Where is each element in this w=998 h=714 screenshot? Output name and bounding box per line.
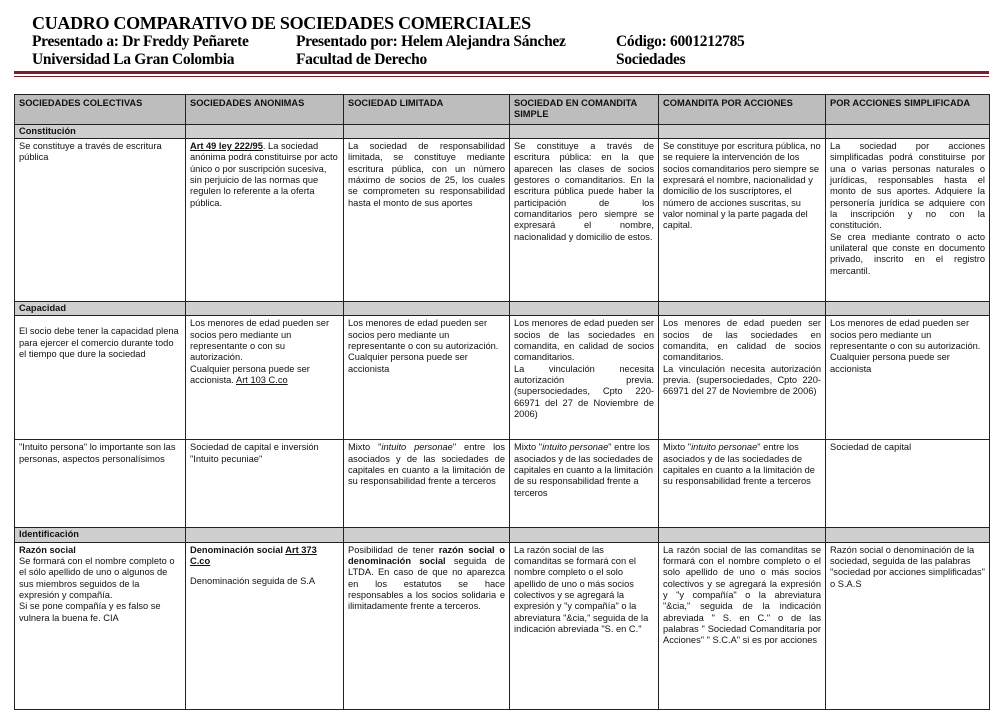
cell: Sociedad de capital [826,440,990,528]
table-row [15,440,990,528]
cell: La razón social de las comanditas se formará con el nombre completo o el solo apellido de uno o más socios colectivos y se agregará la expresión y "y compañía" o la abreviatura "&cia," seguida de la indicación abreviada "S. en C." [510,542,659,709]
cell: Razón social o denominación de la sociedad, seguida de las palabras "sociedad por acciones simplificadas" o S.A.S [826,542,990,709]
table-header-row [15,95,990,125]
table-row [15,542,990,709]
cell: "Intuito persona" lo importante son las personas, aspectos personalísimos [15,440,186,528]
col-header: SOCIEDAD LIMITADA [344,95,510,125]
cell: Los menores de edad pueden ser socios de las sociedades en comandita, en calidad de socios comanditarios. La vinculación necesita autorización previa. (supersociedades, Cpto 220-66971 del 27 de Noviembre de 2006) [659,316,826,440]
cell: Art 49 ley 222/95. La sociedad anónima podrá constituirse por acto único o por suscripción sucesiva, sin perjuicio de las normas que regulen lo referente a la oferta pública. [186,138,344,301]
cell: Sociedad de capital e inversión "Intuito pecuniae" [186,440,344,528]
cell: Los menores de edad pueden ser socios pero mediante un representante o con su autorización. Cualquier persona puede ser accionista. Art 103 C.co [186,316,344,440]
col-header: SOCIEDADES COLECTIVAS [15,95,186,125]
document-title: CUADRO COMPARATIVO DE SOCIEDADES COMERCIALES [32,13,531,33]
section-label: Identificación [15,528,186,542]
section-row-identificacion [15,528,990,542]
cell: Se constituye por escritura pública, no se requiere la intervención de los socios comanditarios pero siempre se expresará el nombre, nacionalidad y domicilio de los suscriptores, el número de acciones suscritas, su valor nominal y la parte pagada del capital. [659,138,826,301]
col-header: SOCIEDAD EN COMANDITA SIMPLE [510,95,659,125]
section-row-capacidad [15,301,990,315]
universidad: Universidad La Gran Colombia [32,51,235,68]
col-header: POR ACCIONES SIMPLIFICADA [826,95,990,125]
cell: Mixto "intuito personae" entre los asociados y de las sociedades de capitales en cuanto a la limitación de su responsabilidad frente a terceros [344,440,510,528]
cell: La sociedad de responsabilidad limitada, se constituye mediante escritura pública, con un número máximo de socios de 25, los cuales se comprometen su responsabilidad hasta el monto de sus aportes [344,138,510,301]
cell: Razón social Se formará con el nombre completo o el sólo apellido de uno o algunos de sus miembros seguidos de la expresión y compañía. Si se pone compañía y es falso se vulnera la buena fe. CIA [15,542,186,709]
col-header: SOCIEDADES ANONIMAS [186,95,344,125]
presentado-a: Presentado a: Dr Freddy Peñarete [32,33,249,50]
cell: La razón social de las comanditas se formará con el nombre completo o el solo apellido de uno o más socios colectivos y se agregará la expresión y "y compañía" o la abreviatura "&cia," seguida de la indicación abreviada " S. en C." o de las palabras " Sociedad Comanditaria por Acciones" " S.C.A" si es por acciones [659,542,826,709]
cell: Mixto "intuito personae" entre los asociados y de las sociedades de capitales en cuanto a la limitación de su responsabilidad frente a terceros [659,440,826,528]
cell: Se constituye a través de escritura pública: en la que aparecen las clases de socios gestores o comanditarios. En la escritura pública puede haber la participación de los comanditarios pero siempre se expresará el nombre, nacionalidad y domicilio de estos. [510,138,659,301]
section-label: Constitución [15,124,186,138]
codigo: Código: 6001212785 [616,33,745,50]
table-row [15,316,990,440]
header-rule-bottom [14,76,989,77]
facultad: Facultad de Derecho [296,51,427,68]
cell: El socio debe tener la capacidad plena para ejercer el comercio durante todo el tiempo que dure la sociedad [15,316,186,440]
header-rule-top [14,71,989,74]
cell: Los menores de edad pueden ser socios pero mediante un representante o con su autorización. Cualquier persona puede ser accionista [826,316,990,440]
cell: Se constituye a través de escritura pública [15,138,186,301]
cell: Los menores de edad pueden ser socios de las sociedades en comandita, en calidad de socios comanditarios. La vinculación necesita autorización previa. (supersociedades, Cpto 220-66971 del 27 de Noviembre de 2006) [510,316,659,440]
table-row [15,138,990,301]
materia: Sociedades [616,51,686,68]
cell: Los menores de edad pueden ser socios pero mediante un representante o con su autorización. Cualquier persona puede ser accionista [344,316,510,440]
cell: Posibilidad de tener razón social o denominación social seguida de LTDA. En caso de que no aparezca en los estatutos se hace responsables a los socios solidaria e ilimitadamente frente a terceros. [344,542,510,709]
comparison-table [14,94,990,710]
presentado-por: Presentado por: Helem Alejandra Sánchez [296,33,566,50]
cell: Denominación social Art 373 C.co Denominación seguida de S.A [186,542,344,709]
section-row-constitucion [15,124,990,138]
cell: La sociedad por acciones simplificadas podrá constituirse por una o varias personas naturales o jurídicas, responsables hasta el monto de sus aportes. Adquiere la personería jurídica se adquiere con la inscripción y no con la constitución. Se crea mediante contrato o acto unilateral que conste en documento privado, inscrito en el registro mercantil. [826,138,990,301]
col-header: COMANDITA POR ACCIONES [659,95,826,125]
cell: Mixto "intuito personae" entre los asociados y de las sociedades de capitales en cuanto a la limitación de su responsabilidad frente a terceros [510,440,659,528]
section-label: Capacidad [15,301,186,315]
